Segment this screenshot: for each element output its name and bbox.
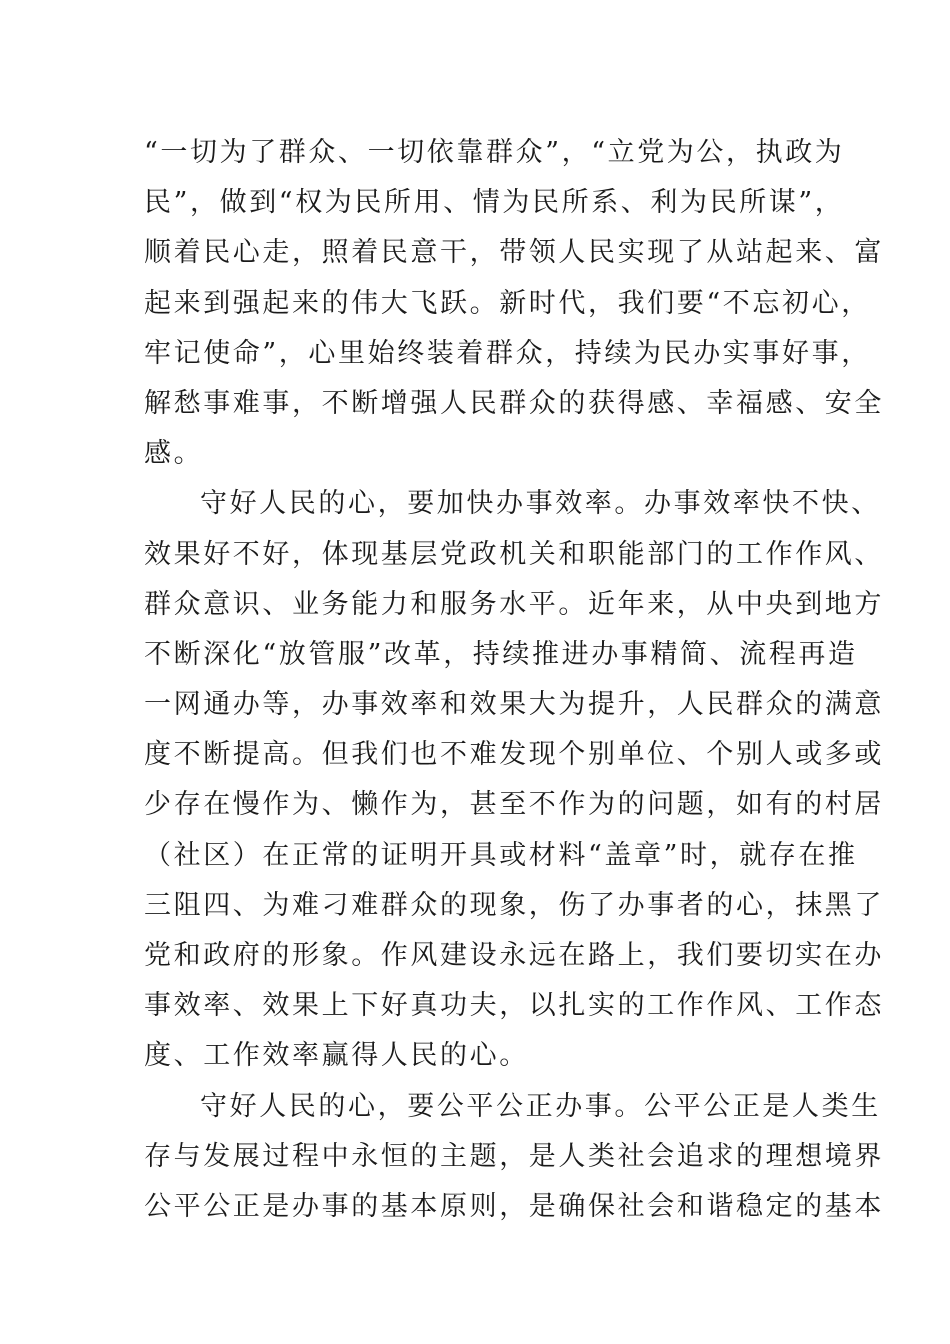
text-line: 解愁事难事，不断增强人民群众的获得感、幸福感、安全 xyxy=(144,387,884,419)
text-line: 度不断提高。但我们也不难发现个别单位、个别人或多或 xyxy=(144,739,884,771)
text-line: （社区）在正常的证明开具或材料“盖章”时，就存在推 xyxy=(144,839,858,871)
text-line: 民”，做到“权为民所用、情为民所系、利为民所谋”， xyxy=(144,187,845,219)
text-line: 不断深化“放管服”改革，持续推进办事精简、流程再造 xyxy=(144,638,858,670)
text-line: 群众意识、业务能力和服务水平。近年来，从中央到地方 xyxy=(144,588,884,620)
text-line: 事效率、效果上下好真功夫，以扎实的工作作风、工作态 xyxy=(144,990,884,1022)
paragraph-start-line: 守好人民的心，要公平公正办事。公平公正是人类生 xyxy=(200,1090,881,1122)
text-line: “一切为了群众、一切依靠群众”，“立党为公，执政为 xyxy=(144,137,845,168)
text-line: 度、工作效率赢得人民的心。 xyxy=(144,1040,529,1072)
text-line: 三阻四、为难刁难群众的现象，伤了办事者的心，抹黑了 xyxy=(144,889,884,921)
text-line: 起来到强起来的伟大飞跃。新时代，我们要“不忘初心， xyxy=(144,287,871,319)
document-page xyxy=(144,128,884,1232)
text-line: 感。 xyxy=(144,438,204,470)
text-line: 公平公正是办事的基本原则，是确保社会和谐稳定的基本 xyxy=(144,1190,884,1222)
paragraph-start-line: 守好人民的心，要加快办事效率。办事效率快不快、 xyxy=(200,488,881,520)
text-line: 少存在慢作为、懒作为，甚至不作为的问题，如有的村居 xyxy=(144,789,884,821)
text-line: 效果好不好，体现基层党政机关和职能部门的工作作风、 xyxy=(144,538,884,570)
text-line: 存与发展过程中永恒的主题，是人类社会追求的理想境界 xyxy=(144,1140,884,1172)
text-line: 党和政府的形象。作风建设永远在路上，我们要切实在办 xyxy=(144,940,884,971)
text-line: 牢记使命”，心里始终装着群众，持续为民办实事好事， xyxy=(144,337,871,369)
text-line: 顺着民心走，照着民意干，带领人民实现了从站起来、富 xyxy=(144,237,884,269)
text-line: 一网通办等，办事效率和效果大为提升，人民群众的满意 xyxy=(144,689,884,721)
